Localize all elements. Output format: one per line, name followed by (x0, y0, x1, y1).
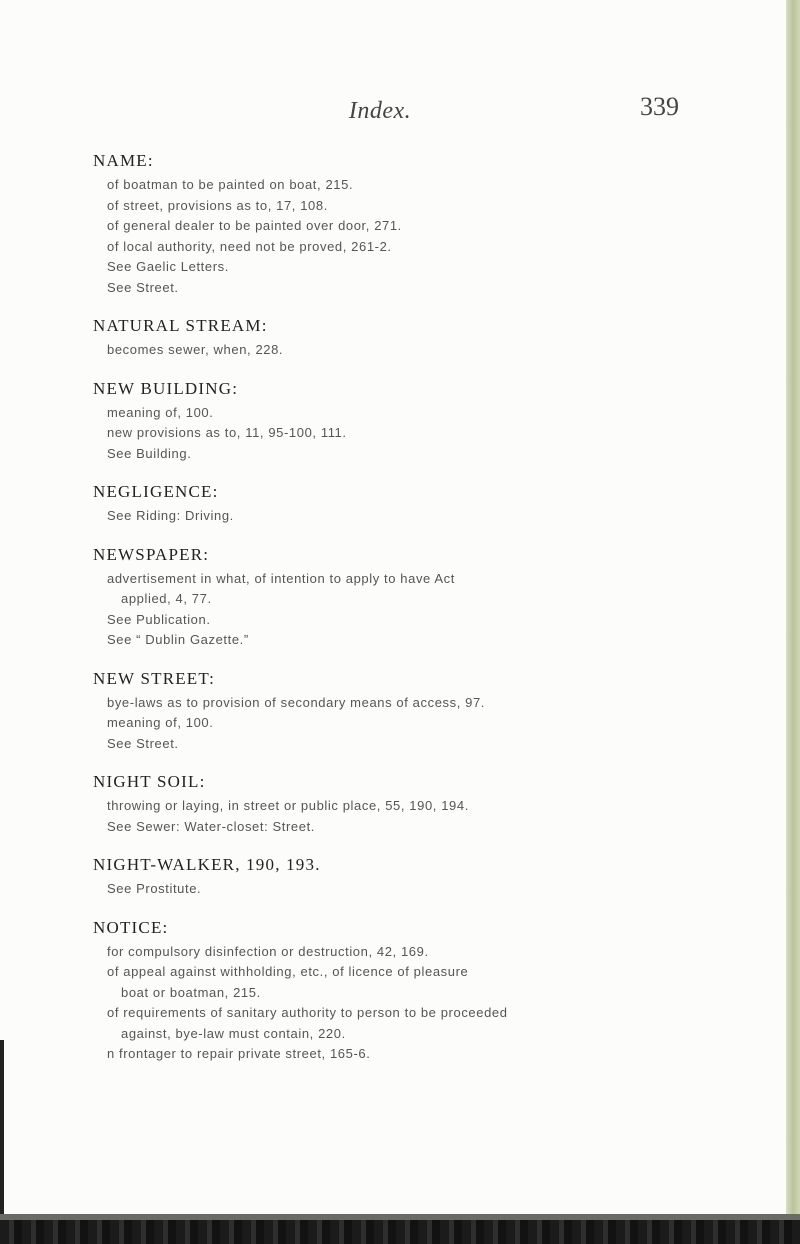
entry-line: of street, provisions as to, 17, 108. (107, 197, 328, 213)
index-entry (93, 854, 773, 900)
entry-heading: NEW STREET: (93, 668, 216, 688)
entry-heading: NEWSPAPER: (93, 544, 210, 564)
cross-reference: See Publication. (107, 611, 211, 627)
cross-reference: See “ Dublin Gazette.” (107, 632, 249, 647)
entry-line: becomes sewer, when, 228. (107, 342, 284, 357)
scan-bottom-edge (0, 1214, 800, 1244)
page-edge-shadow (786, 0, 800, 1244)
index-entry (93, 917, 773, 1065)
entry-line: bye-laws as to provision of secondary means of access, 97. (107, 694, 486, 710)
running-title: Index. (348, 98, 412, 124)
cross-reference: See Prostitute. (107, 881, 202, 896)
cross-reference: See Street. (107, 735, 179, 751)
index-entry (93, 771, 773, 837)
entry-line: throwing or laying, in street or public place, 55, 190, 194. (107, 798, 469, 813)
entry-line-continuation: applied, 4, 77. (121, 591, 212, 606)
entry-line: for compulsory disinfection or destruction, 42, 169. (107, 943, 429, 959)
entry-heading: NAME: (93, 151, 154, 170)
cross-reference: See Riding: Driving. (107, 508, 234, 523)
index-entry (93, 150, 773, 298)
cross-reference: See Street. (107, 279, 179, 295)
index-entries (93, 150, 773, 1082)
entry-line: of requirements of sanitary authority to person to be proceeded (107, 1005, 508, 1020)
page-number: 339 (640, 92, 679, 121)
index-entry (93, 481, 773, 527)
index-entry (93, 544, 773, 651)
entry-line: of appeal against withholding, etc., of licence of pleasure (107, 964, 469, 979)
entry-heading: NOTICE: (93, 917, 169, 937)
cross-reference: See Gaelic Letters. (107, 259, 229, 274)
cross-reference: See Sewer: Water-closet: Street. (107, 818, 316, 834)
entry-line: advertisement in what, of intention to apply to have Act (107, 570, 455, 586)
index-entry (93, 315, 773, 361)
entry-line: of general dealer to be painted over door, 271. (107, 218, 402, 233)
entry-line-continuation: against, bye-law must contain, 220. (121, 1025, 346, 1041)
entry-line: new provisions as to, 11, 95-100, 111. (107, 425, 347, 440)
entry-line-continuation: boat or boatman, 215. (121, 984, 261, 1000)
entry-line: n frontager to repair private street, 165-6. (107, 1046, 371, 1061)
entry-heading: NATURAL STREAM: (93, 316, 268, 335)
entry-line: of boatman to be painted on boat, 215. (107, 177, 354, 192)
entry-line: meaning of, 100. (107, 404, 214, 420)
index-entry (93, 378, 773, 465)
entry-heading: NEW BUILDING: (93, 378, 239, 398)
entry-line: meaning of, 100. (107, 715, 214, 730)
entry-line: of local authority, need not be proved, 261-2. (107, 238, 392, 254)
entry-heading: NIGHT SOIL: (93, 772, 206, 791)
entry-heading: NIGHT-WALKER, 190, 193. (93, 855, 321, 874)
binding-edge (0, 1040, 4, 1220)
index-entry (93, 668, 773, 755)
entry-heading: NEGLIGENCE: (93, 482, 219, 501)
cross-reference: See Building. (107, 445, 192, 461)
